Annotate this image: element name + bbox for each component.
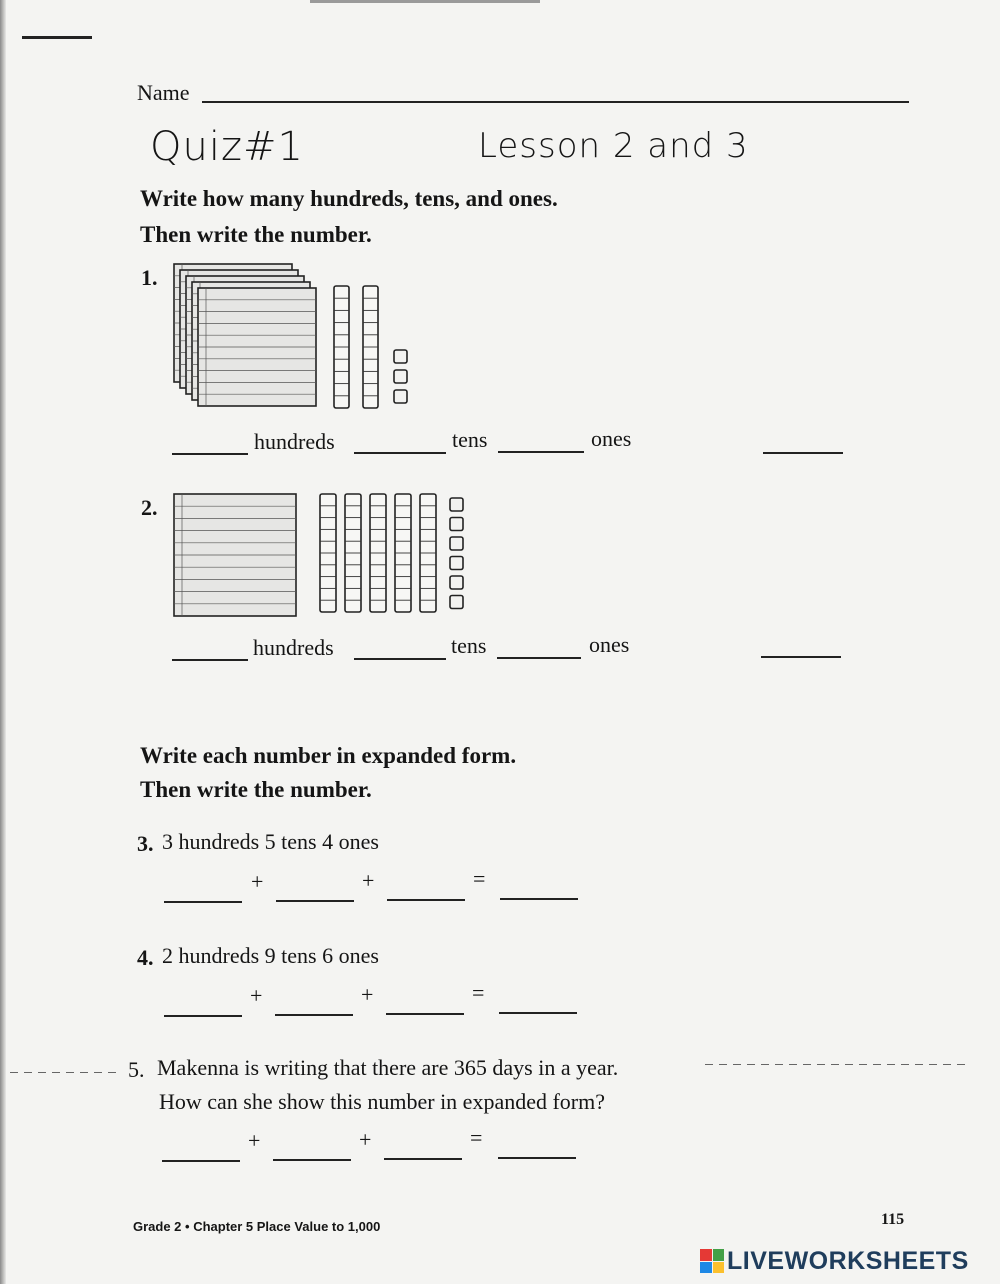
problem-3-hundreds-blank[interactable]: [164, 901, 242, 903]
ten-rod: [395, 494, 411, 612]
liveworksheets-watermark: [700, 1246, 969, 1276]
ones-cubes: [450, 498, 463, 609]
one-cube: [394, 390, 407, 403]
problem-3-plus-2: +: [362, 868, 375, 893]
liveworksheets-text: LIVEWORKSHEETS: [727, 1246, 969, 1275]
problem-5-tens-blank[interactable]: [273, 1159, 351, 1161]
name-answer-line[interactable]: [202, 101, 909, 103]
problem-1-ones-label: ones: [591, 426, 632, 451]
ten-rod: [370, 494, 386, 612]
problem-4-plus-1: +: [250, 983, 263, 1008]
page-number: 115: [881, 1211, 905, 1228]
one-cube: [450, 576, 463, 589]
problem-1-tens-label: tens: [452, 427, 488, 452]
one-cube: [450, 537, 463, 550]
problem-5-ones-blank[interactable]: [384, 1158, 462, 1160]
name-label: Name: [137, 80, 190, 105]
problem-3-total-blank[interactable]: [500, 898, 578, 900]
one-cube: [394, 350, 407, 363]
problem-1-hundreds-blank[interactable]: [172, 453, 248, 455]
problem-1-number: 1.: [141, 265, 158, 290]
section2-instruction-2: Then write the number.: [140, 777, 372, 802]
problem-1-base-ten-blocks: [170, 260, 420, 415]
scan-dash-right: [705, 1064, 965, 1065]
problem-4-ones-blank[interactable]: [386, 1013, 464, 1015]
section1-instruction-1: Write how many hundreds, tens, and ones.: [140, 186, 558, 211]
problem-1-tens-blank[interactable]: [354, 452, 446, 454]
problem-5-hundreds-blank[interactable]: [162, 1160, 240, 1162]
hundreds-flats: [174, 264, 316, 406]
problem-5-number: 5.: [128, 1057, 145, 1082]
problem-1-ones-blank[interactable]: [498, 451, 584, 453]
problem-5-equals: =: [470, 1125, 483, 1150]
problem-4-hundreds-blank[interactable]: [164, 1015, 242, 1017]
quiz-title: Quiz#1: [150, 124, 304, 170]
problem-2-tens-blank[interactable]: [354, 658, 446, 660]
section2-instruction-1: Write each number in expanded form.: [140, 743, 517, 768]
problem-5-line-2: How can she show this number in expanded form?: [159, 1089, 606, 1114]
liveworksheets-logo-icon: [700, 1249, 724, 1273]
problem-2-hundreds-label: hundreds: [253, 635, 334, 660]
problem-3-ones-blank[interactable]: [387, 899, 465, 901]
scan-top-mark: [310, 0, 540, 3]
scan-edge-shadow: [0, 0, 6, 1284]
problem-5-plus-2: +: [359, 1127, 372, 1152]
ten-rod: [320, 494, 336, 612]
one-cube: [450, 557, 463, 570]
problem-2-number-blank[interactable]: [761, 656, 841, 658]
one-cube: [394, 370, 407, 383]
problem-4-plus-2: +: [361, 982, 374, 1007]
ten-rod: [334, 286, 349, 408]
one-cube: [450, 498, 463, 511]
ones-cubes: [394, 350, 407, 403]
problem-4-text: 2 hundreds 9 tens 6 ones: [162, 943, 379, 968]
problem-3-tens-blank[interactable]: [276, 900, 354, 902]
problem-4-tens-blank[interactable]: [275, 1014, 353, 1016]
problem-5-plus-1: +: [248, 1128, 261, 1153]
footer-course: Grade 2 • Chapter 5 Place Value to 1,000: [133, 1219, 381, 1234]
problem-1-hundreds-label: hundreds: [254, 429, 335, 454]
problem-1-number-blank[interactable]: [763, 452, 843, 454]
pen-mark: [22, 36, 92, 39]
problem-3-plus-1: +: [251, 869, 264, 894]
hundred-flat: [198, 288, 316, 406]
problem-5-total-blank[interactable]: [498, 1157, 576, 1159]
one-cube: [450, 596, 463, 609]
tens-rods: [320, 494, 436, 612]
hundreds-flats: [174, 494, 296, 616]
problem-3-number: 3.: [137, 831, 154, 856]
problem-5-line-1: Makenna is writing that there are 365 days in a year.: [157, 1055, 619, 1080]
ten-rod: [363, 286, 378, 408]
tens-rods: [334, 286, 378, 408]
lesson-title: Lesson 2 and 3: [478, 126, 749, 166]
problem-3-text: 3 hundreds 5 tens 4 ones: [162, 829, 379, 854]
problem-4-total-blank[interactable]: [499, 1012, 577, 1014]
problem-2-ones-blank[interactable]: [497, 657, 581, 659]
one-cube: [450, 518, 463, 531]
problem-4-equals: =: [472, 980, 485, 1005]
problem-2-hundreds-blank[interactable]: [172, 659, 248, 661]
problem-2-base-ten-blocks: [170, 490, 470, 620]
section1-instruction-2: Then write the number.: [140, 222, 372, 247]
problem-4-number: 4.: [137, 945, 154, 970]
problem-2-number: 2.: [141, 495, 158, 520]
ten-rod: [420, 494, 436, 612]
ten-rod: [345, 494, 361, 612]
problem-2-tens-label: tens: [451, 633, 487, 658]
problem-2-ones-label: ones: [589, 632, 630, 657]
scan-dash-left: [10, 1072, 120, 1073]
problem-3-equals: =: [473, 866, 486, 891]
hundred-flat: [174, 494, 296, 616]
